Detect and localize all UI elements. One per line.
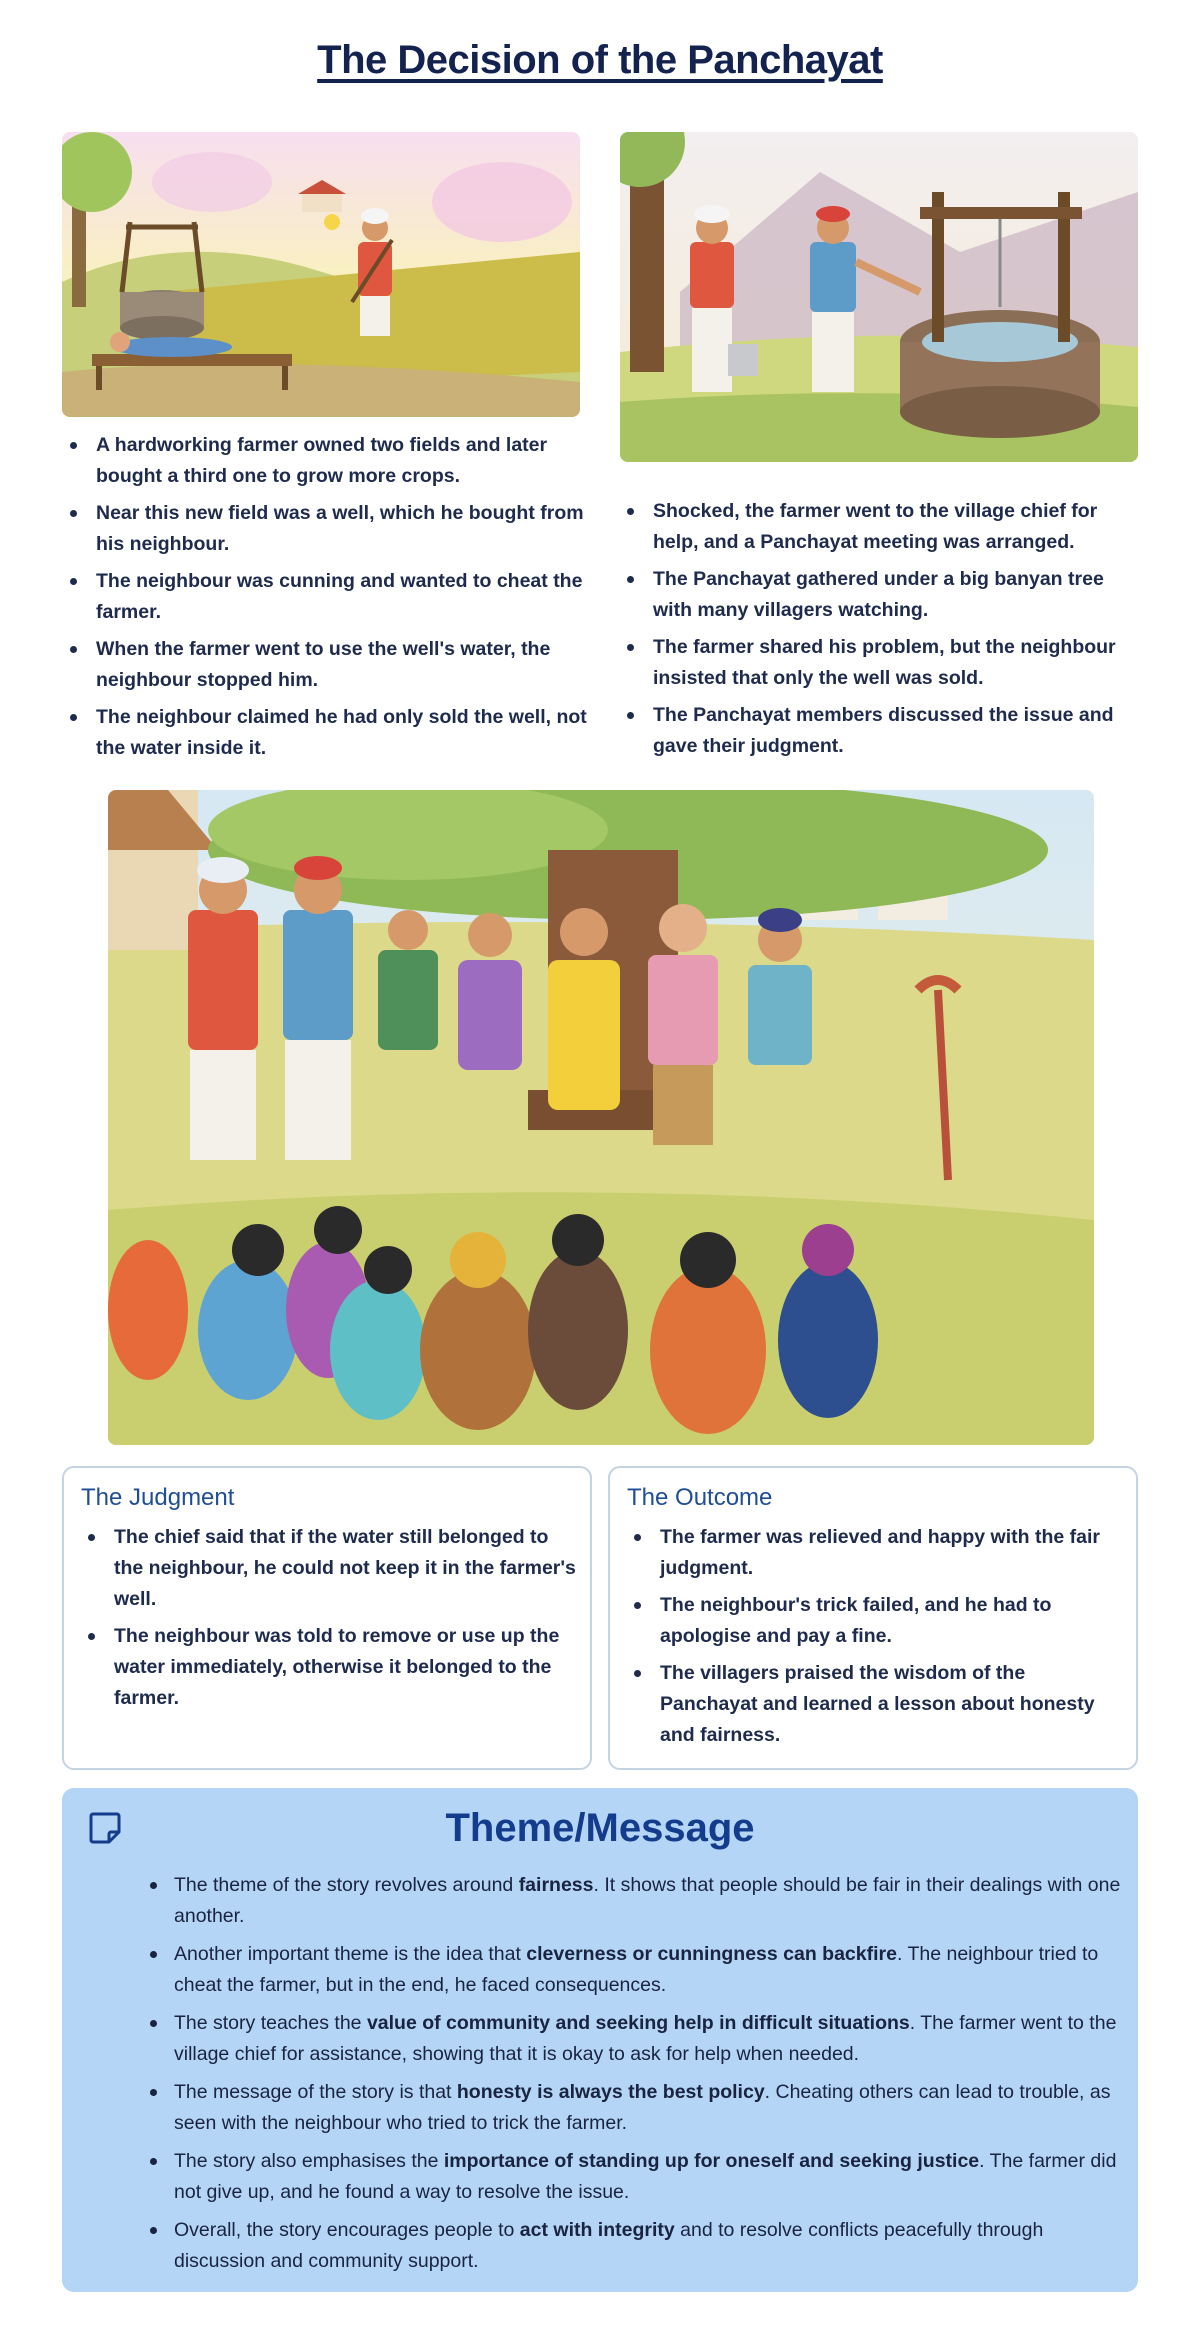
outcome-list	[628, 1522, 1128, 1757]
list-item: A hardworking farmer owned two fields and later bought a third one to grow more crops.	[64, 430, 594, 492]
panchayat-meeting-illustration	[108, 790, 1094, 1445]
list-item: The neighbour was told to remove or use up the water immediately, otherwise it belonged to the farmer.	[82, 1621, 582, 1714]
list-item: The neighbour was cunning and wanted to cheat the farmer.	[64, 566, 594, 628]
list-item: When the farmer went to use the well's water, the neighbour stopped him.	[64, 634, 594, 696]
farmer-neighbour-well-illustration	[620, 132, 1138, 462]
page-title: The Decision of the Panchayat	[317, 38, 883, 82]
outcome-heading: The Outcome	[627, 1484, 773, 1511]
list-item: The villagers praised the wisdom of the Panchayat and learned a lesson about honesty and fairness.	[628, 1658, 1128, 1751]
story-beginning-list	[64, 430, 594, 770]
theme-list	[138, 1870, 1128, 2284]
outcome-card	[608, 1466, 1138, 1770]
list-item: The farmer shared his problem, but the neighbour insisted that only the well was sold.	[621, 632, 1141, 694]
list-item: The story also emphasises the importance of standing up for oneself and seeking justice. The farmer did not give up, and he found a way to resolve the issue.	[138, 2146, 1128, 2208]
list-item: Another important theme is the idea that cleverness or cunningness can backfire. The neighbour tried to cheat the farmer, but in the end, he faced consequences.	[138, 1939, 1128, 2001]
list-item: The Panchayat gathered under a big banyan tree with many villagers watching.	[621, 564, 1141, 626]
list-item: The Panchayat members discussed the issue and gave their judgment.	[621, 700, 1141, 762]
theme-message-panel	[62, 1788, 1138, 2292]
list-item: Shocked, the farmer went to the village chief for help, and a Panchayat meeting was arranged.	[621, 496, 1141, 558]
list-item: The neighbour claimed he had only sold the well, not the water inside it.	[64, 702, 594, 764]
list-item: The neighbour's trick failed, and he had to apologise and pay a fine.	[628, 1590, 1128, 1652]
list-item: The story teaches the value of community and seeking help in difficult situations. The farmer went to the village chief for assistance, showing that it is okay to ask for help when needed.	[138, 2008, 1128, 2070]
farmer-field-illustration	[62, 132, 580, 417]
list-item: Near this new field was a well, which he bought from his neighbour.	[64, 498, 594, 560]
judgment-list	[82, 1522, 582, 1720]
list-item: The theme of the story revolves around fairness. It shows that people should be fair in their dealings with one another.	[138, 1870, 1128, 1932]
list-item: The message of the story is that honesty is always the best policy. Cheating others can lead to trouble, as seen with the neighbour who tried to trick the farmer.	[138, 2077, 1128, 2139]
list-item: The farmer was relieved and happy with the fair judgment.	[628, 1522, 1128, 1584]
theme-heading: Theme/Message	[445, 1806, 755, 1850]
story-middle-list	[621, 496, 1141, 768]
judgment-heading: The Judgment	[81, 1484, 235, 1511]
judgment-card	[62, 1466, 592, 1770]
list-item: Overall, the story encourages people to act with integrity and to resolve conflicts peacefully through discussion and community support.	[138, 2215, 1128, 2277]
list-item: The chief said that if the water still belonged to the neighbour, he could not keep it in the farmer's well.	[82, 1522, 582, 1615]
